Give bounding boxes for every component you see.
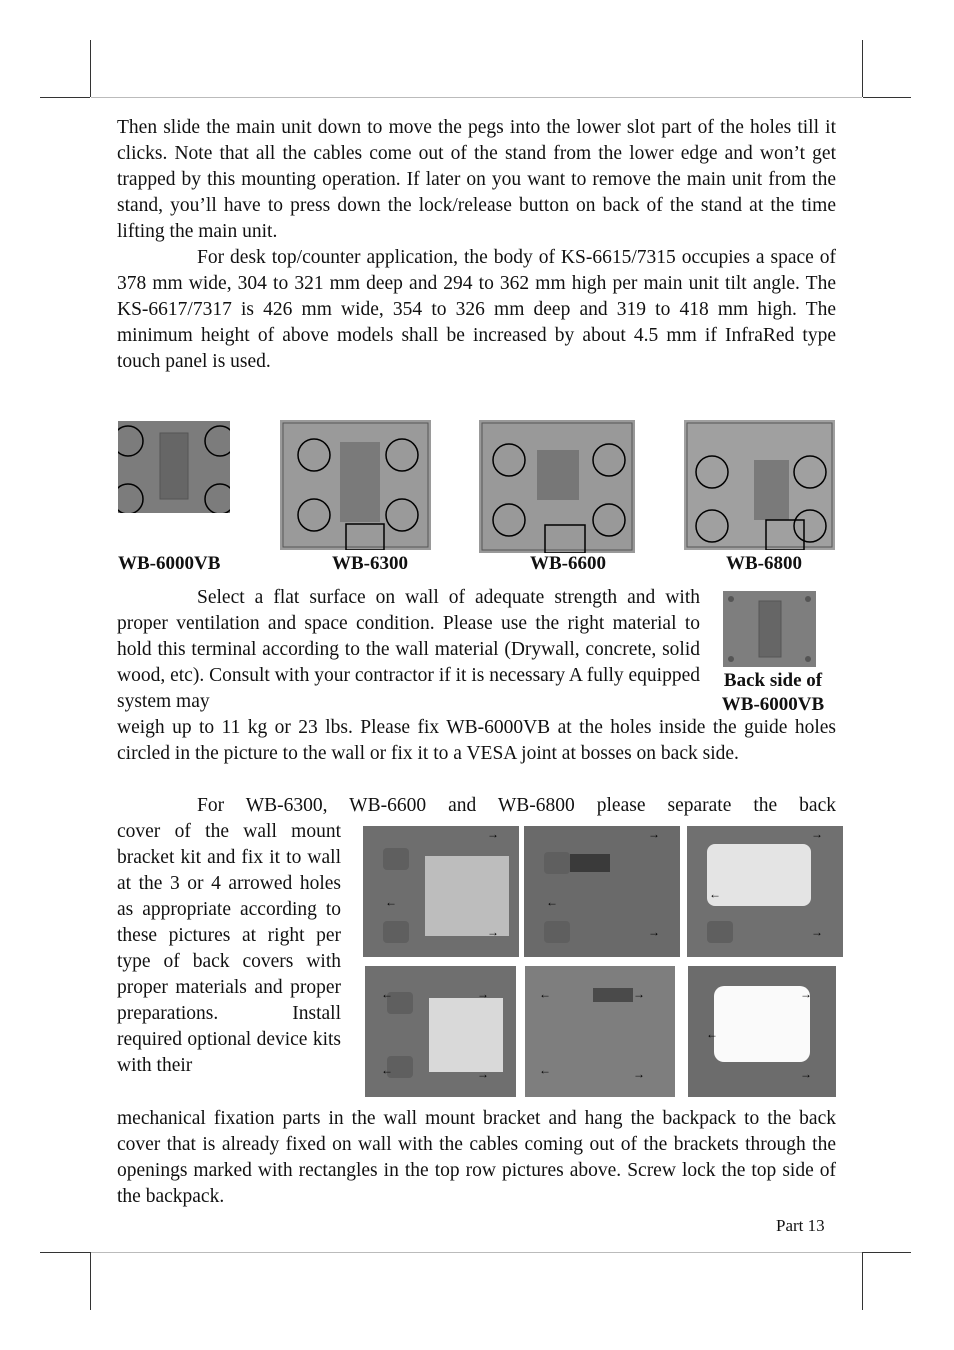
svg-text:←: ← bbox=[381, 987, 393, 1001]
svg-text:→: → bbox=[477, 987, 489, 1001]
crop-mark bbox=[863, 1252, 911, 1253]
photo-wb-6600 bbox=[479, 420, 635, 553]
crop-mark bbox=[40, 97, 90, 98]
svg-text:←: ← bbox=[385, 895, 397, 909]
crop-mark bbox=[862, 40, 863, 97]
svg-text:←: ← bbox=[709, 887, 721, 901]
caption-back-side-line1: Back side of bbox=[723, 670, 823, 691]
photo-back-cover bbox=[363, 826, 519, 957]
photo-back-cover bbox=[688, 966, 836, 1097]
page-frame-line bbox=[91, 97, 862, 98]
photo-wb-6800 bbox=[684, 420, 835, 550]
paragraph-2: For desk top/counter application, the body of KS-6615/7315 occupies a space of 378 mm wide, 304 to 321 mm deep and 294 to 362 mm high per main unit tilt angle. The KS-6617/7317 is 426 mm wide, 354 to 326 mm deep and 319 to 418 mm high. The minimum height of above models shall be increased by about 4.5 mm if InfraRed type touch panel is used. bbox=[117, 247, 836, 372]
svg-text:←: ← bbox=[539, 987, 551, 1001]
label-wb-6000vb: WB-6000VB bbox=[118, 553, 221, 574]
photo-back-side-wb-6000vb bbox=[723, 591, 816, 667]
svg-text:→: → bbox=[648, 827, 660, 841]
svg-text:←: ← bbox=[381, 1063, 393, 1077]
paragraph-4-rest: mechanical fixation parts in the wall mount bracket and hang the backpack to the back cover that is already fixed on wall with the cables coming out of the brackets through the openings marked with rectangles in the top row pictures above. Screw lock the top side of the backpack. bbox=[117, 1108, 836, 1207]
label-wb-6800: WB-6800 bbox=[726, 553, 802, 574]
photo-wb-6300 bbox=[280, 420, 431, 550]
crop-mark bbox=[863, 97, 911, 98]
svg-text:→: → bbox=[633, 987, 645, 1001]
svg-text:←: ← bbox=[706, 1027, 718, 1041]
photo-back-cover bbox=[524, 826, 680, 957]
paragraph-3-part2: weigh up to 11 kg or 23 lbs. Please fix WB-6000VB at the holes inside the guide holes circled in the picture to the wall or fix it to a VESA joint at bosses on back side. bbox=[117, 717, 836, 764]
label-wb-6600: WB-6600 bbox=[530, 553, 606, 574]
photo-back-cover bbox=[687, 826, 843, 957]
svg-text:→: → bbox=[487, 827, 499, 841]
svg-text:→: → bbox=[633, 1067, 645, 1081]
crop-mark bbox=[90, 40, 91, 97]
svg-text:→: → bbox=[811, 827, 823, 841]
paragraph-1: Then slide the main unit down to move the pegs into the lower slot part of the holes till it clicks. Note that all the cables come out of the stand from the lower edge and won’t get trapped by this mounting operation. If later on you want to remove the main unit from the stand, you’ll have to press down the lock/release button on back of the stand at the time lifting the main unit. bbox=[117, 117, 836, 242]
svg-text:←: ← bbox=[539, 1063, 551, 1077]
paragraph-3-part1: Select a flat surface on wall of adequate strength and with proper ventilation and space condition. Please use the right material to hold this terminal according to the wall material (Drywall, concrete, solid wood, etc). Consult with your contractor if it is necessary A fully equipped system may bbox=[117, 587, 700, 712]
label-wb-6300: WB-6300 bbox=[332, 553, 408, 574]
crop-mark bbox=[40, 1252, 90, 1253]
paragraph-4-side: cover of the wall mount bracket kit and fix it to wall at the 3 or 4 arrowed holes as appropriate according to these pictures at right per type of back covers with proper materials and proper preparations. Install required optional device kits with their bbox=[117, 821, 341, 1076]
svg-text:→: → bbox=[487, 925, 499, 939]
svg-text:→: → bbox=[477, 1067, 489, 1081]
photo-wb-6000vb bbox=[118, 421, 230, 513]
page-number: Part 13 bbox=[776, 1216, 825, 1235]
photo-back-cover bbox=[525, 966, 675, 1097]
caption-back-side-line2: WB-6000VB bbox=[721, 694, 825, 715]
page-frame-line bbox=[91, 1252, 862, 1253]
caption-back-side bbox=[710, 669, 836, 717]
svg-text:→: → bbox=[800, 1067, 812, 1081]
svg-text:←: ← bbox=[546, 895, 558, 909]
svg-text:→: → bbox=[800, 987, 812, 1001]
photo-back-cover bbox=[365, 966, 516, 1097]
crop-mark bbox=[90, 1252, 91, 1310]
paragraph-4-first-line: For WB-6300, WB-6600 and WB-6800 please separate the back bbox=[197, 795, 836, 816]
svg-text:→: → bbox=[811, 925, 823, 939]
crop-mark bbox=[862, 1252, 863, 1310]
svg-text:→: → bbox=[648, 925, 660, 939]
